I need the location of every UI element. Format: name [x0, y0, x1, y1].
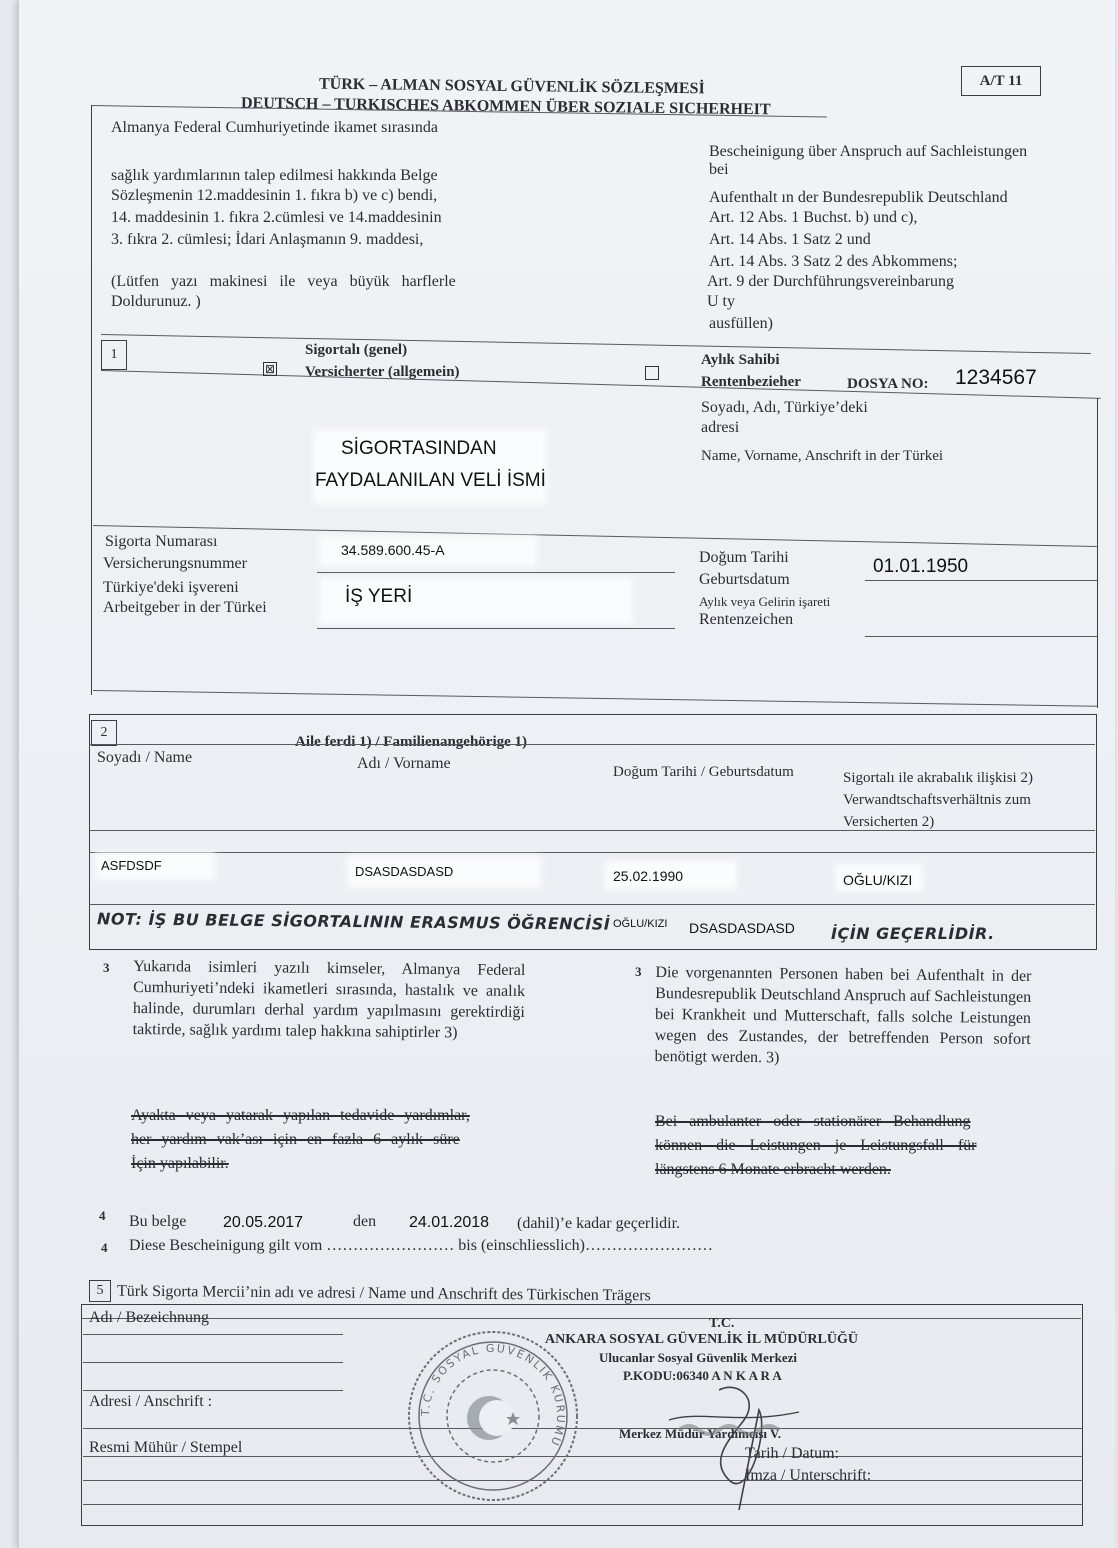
row-surname: ASFDSDF — [101, 858, 162, 873]
intro-tr-6: Doldurunuz. ) — [111, 293, 201, 310]
name-address-label-de: Name, Vorname, Anschrift in der Türkei — [701, 448, 944, 464]
section2-note-line — [89, 904, 1095, 905]
struck-de-0: Bei ambulanter oder stationärer Behandlung — [655, 1113, 971, 1130]
form-paper — [18, 0, 1115, 1548]
note-relation: OĞLU/KIZI — [613, 918, 668, 930]
official-title: Merkez Müdür Yardımcısı V. — [619, 1426, 782, 1441]
stamp-text: T.C. SOSYAL GÜVENLİK KURUMU — [418, 1341, 568, 1450]
employer-value: İŞ YERİ — [345, 586, 413, 607]
beneficiary-line-1: SİGORTASINDAN — [341, 438, 497, 459]
dosya-value[interactable]: 1234567 — [955, 366, 1037, 389]
struck-de-1: können die Leistungen je Leistungsfall für — [655, 1137, 977, 1154]
intro-de-1: bei — [709, 161, 729, 178]
address-underline — [83, 1428, 1083, 1429]
employer-label-de: Arbeitgeber in der Türkei — [103, 599, 267, 616]
institution-line-1: ANKARA SOSYAL GÜVENLİK İL MÜDÜRLÜĞÜ — [545, 1332, 858, 1347]
insurance-no-underline — [317, 572, 675, 573]
insurance-no-label-tr: Sigorta Numarası — [105, 533, 218, 550]
pensioner-label-de: Rentenbezieher — [701, 374, 801, 390]
intro-tr-1: sağlık yardımlarının talep edilmesi hakkında Belge — [111, 167, 438, 184]
stamp-label: Resmi Mühür / Stempel — [89, 1439, 243, 1456]
birth-underline — [865, 580, 1097, 581]
struck-de-2: längstens 6 Monate erbracht werden. — [655, 1161, 891, 1178]
valid-to[interactable]: 24.01.2018 — [409, 1214, 490, 1231]
struck-tr-2: İçin yapılabilir. — [131, 1155, 229, 1172]
signature-label: İmza / Unterschrift: — [745, 1467, 872, 1484]
form-title-de: DEUTSCH – TURKISCHES ABKOMMEN ÜBER SOZIALE SICHERHEIT — [240, 94, 771, 119]
section2-row-line-2 — [89, 852, 1095, 853]
insured-checkbox[interactable]: ⊠ — [264, 362, 276, 376]
section5-title: Türk Sigorta Mercii’nin adı ve adresi / Name und Anschrift des Türkischen Trägers — [116, 1282, 651, 1305]
institution-line-0: T.C. — [709, 1316, 735, 1331]
section5-top-line — [81, 1318, 1081, 1319]
name-underline-3 — [83, 1390, 343, 1391]
birth-value[interactable]: 01.01.1950 — [873, 556, 969, 577]
section2-row-line-1 — [89, 830, 1095, 831]
name-underline-2 — [83, 1362, 343, 1363]
dosya-label: DOSYA NO: — [847, 376, 929, 392]
stamp-line-3 — [83, 1504, 1083, 1505]
employer-underline — [317, 628, 675, 629]
row-name: DSASDASDASD — [355, 864, 454, 879]
stamp-line-1 — [83, 1456, 1083, 1457]
col-relation-1: Sigortalı ile akrabalık ilişkisi 2) — [843, 770, 1033, 786]
section5-number: 5 — [89, 1280, 111, 1302]
section3-number-de: 3 — [635, 964, 642, 979]
pension-label-tr: Aylık veya Gelirin işareti — [699, 594, 831, 609]
pensioner-label-tr: Aylık Sahibi — [701, 352, 780, 368]
name-underline-1 — [83, 1334, 343, 1335]
valid-from[interactable]: 20.05.2017 — [223, 1214, 304, 1231]
struck-tr-1: her yardım vak’ası için en fazla 6 aylık süre — [131, 1131, 460, 1148]
section3-number-tr: 3 — [103, 960, 110, 975]
section4-label-tr: Bu belge — [129, 1213, 187, 1230]
name-label: Adı / Bezeichnung — [89, 1309, 209, 1326]
address-label: Adresi / Anschrift : — [89, 1393, 213, 1410]
section2-title: Aile ferdi 1) / Familienangehörige 1) — [295, 734, 528, 750]
intro-de-7: U ty — [707, 293, 735, 310]
intro-tr-3: 14. maddesinin 1. fıkra 2.cümlesi ve 14.maddesinin — [111, 209, 442, 226]
struck-tr-0: Ayakta veya yatarak yapılan tedavide yardımlar, — [131, 1107, 470, 1124]
page-frame-left — [91, 105, 92, 695]
col-relation-3: Versicherten 2) — [843, 814, 935, 830]
intro-de-8: ausfüllen) — [709, 315, 773, 332]
stamp-line-2 — [83, 1480, 1083, 1481]
section2-header-line — [89, 744, 1095, 745]
intro-tr-2: Sözleşmenin 12.maddesinin 1. fıkra b) ve c) bendi, — [111, 187, 438, 204]
official-stamp — [405, 1328, 581, 1504]
form-code: A/T 11 — [961, 66, 1041, 96]
insured-label-tr: Sigortalı (genel) — [305, 342, 408, 358]
date-label: Tarih / Datum: — [745, 1445, 839, 1462]
pension-underline — [865, 636, 1097, 637]
intro-de-0: Bescheinigung über Anspruch auf Sachleistungen — [709, 143, 1028, 160]
birth-label-tr: Doğum Tarihi — [699, 549, 789, 566]
beneficiary-line-2: FAYDALANILAN VELİ İSMİ — [315, 470, 546, 491]
section4-den: den — [353, 1213, 377, 1230]
col-birth: Doğum Tarihi / Geburtsdatum — [613, 764, 794, 780]
birth-label-de: Geburtsdatum — [699, 571, 790, 588]
intro-tr-5: (Lütfen yazı makinesi ile veya büyük harflerle — [111, 273, 456, 290]
section2-number: 2 — [91, 720, 117, 746]
section3-text-de: Die vorgenannten Personen haben bei Aufenthalt in der Bundesrepublik Deutschland Anspruch auf Sachleistungen bei Krankheit und Mutterschaft, falls solche Leistungen wegen des Zustandes, der betreffenden Person sofort benötigt werden. 3) — [654, 964, 1032, 1067]
col-name: Adı / Vorname — [357, 755, 451, 772]
signature-scribble — [649, 1370, 849, 1520]
section1-bottom-line — [93, 690, 1097, 707]
institution-line-2: Ulucanlar Sosyal Güvenlik Merkezi — [599, 1350, 798, 1365]
intro-de-6: Art. 9 der Durchführungsvereinbarung — [707, 273, 955, 290]
intro-de-5: Art. 14 Abs. 3 Satz 2 des Abkommens; — [709, 253, 958, 270]
row-birth: 25.02.1990 — [613, 868, 684, 884]
intro-tr-0: Almanya Federal Cumhuriyetinde ikamet sırasında — [111, 119, 439, 136]
institution-line-3: P.KODU:06340 A N K A R A — [623, 1368, 782, 1383]
employer-label-tr: Türkiye'deki işvereni — [103, 579, 239, 596]
intro-de-2: Aufenthalt ın der Bundesrepublik Deutschland — [709, 189, 1008, 206]
row-relation: OĞLU/KIZI — [843, 872, 913, 888]
note-prefix: NOT: İŞ BU BELGE SİGORTALININ ERASMUS ÖĞRENCİSİ — [96, 909, 611, 934]
insured-label-de: Versicherter (allgemein) — [305, 364, 460, 380]
note-suffix: İÇİN GEÇERLİDİR. — [831, 924, 995, 943]
name-address-label-tr-1: Soyadı, Adı, Türkiye’deki — [701, 399, 868, 416]
insurance-no-label-de: Versicherungsnummer — [103, 555, 247, 572]
col-relation-2: Verwandtschaftsverhältnis zum — [843, 792, 1031, 808]
intro-tr-4: 3. fıkra 2. cümlesi; İdari Anlaşmanın 9. maddesi, — [111, 231, 424, 248]
section4-suffix-tr: (dahil)’e kadar geçerlidir. — [517, 1215, 681, 1232]
col-surname: Soyadı / Name — [97, 749, 193, 766]
insurance-no-value: 34.589.600.45-A — [341, 542, 445, 558]
pensioner-checkbox[interactable] — [645, 366, 659, 380]
crescent-star-icon — [467, 1396, 520, 1440]
pension-label-de: Rentenzeichen — [699, 611, 794, 628]
intro-de-3: Art. 12 Abs. 1 Buchst. b) und c), — [709, 209, 918, 226]
note-name: DSASDASDASD — [689, 920, 795, 936]
section3-text-tr: Yukarıda isimleri yazılı kimseler, Almanya Federal Cumhuriyeti’ndeki ikametleri sırasında, hastalık ve analık halinde, durumları derhal yardım yapılmasını gerektirdiği taktirde, sağlık yardımı talep hakkına sahiptirler 3) — [132, 957, 526, 1042]
form-title-tr: TÜRK – ALMAN SOSYAL GÜVENLİK SÖZLEŞMESİ — [318, 75, 705, 98]
name-address-label-tr-2: adresi — [701, 419, 740, 436]
section1-right-edge — [1097, 398, 1098, 708]
section4-number-tr: 4 — [99, 1208, 106, 1223]
section4-number-de: 4 — [101, 1240, 108, 1255]
section4-text-de: Diese Bescheinigung gilt vom …………………… bis (einschliesslich)…………………… — [129, 1237, 713, 1254]
intro-de-4: Art. 14 Abs. 1 Satz 2 und — [709, 231, 871, 248]
section1-number: 1 — [101, 340, 127, 370]
